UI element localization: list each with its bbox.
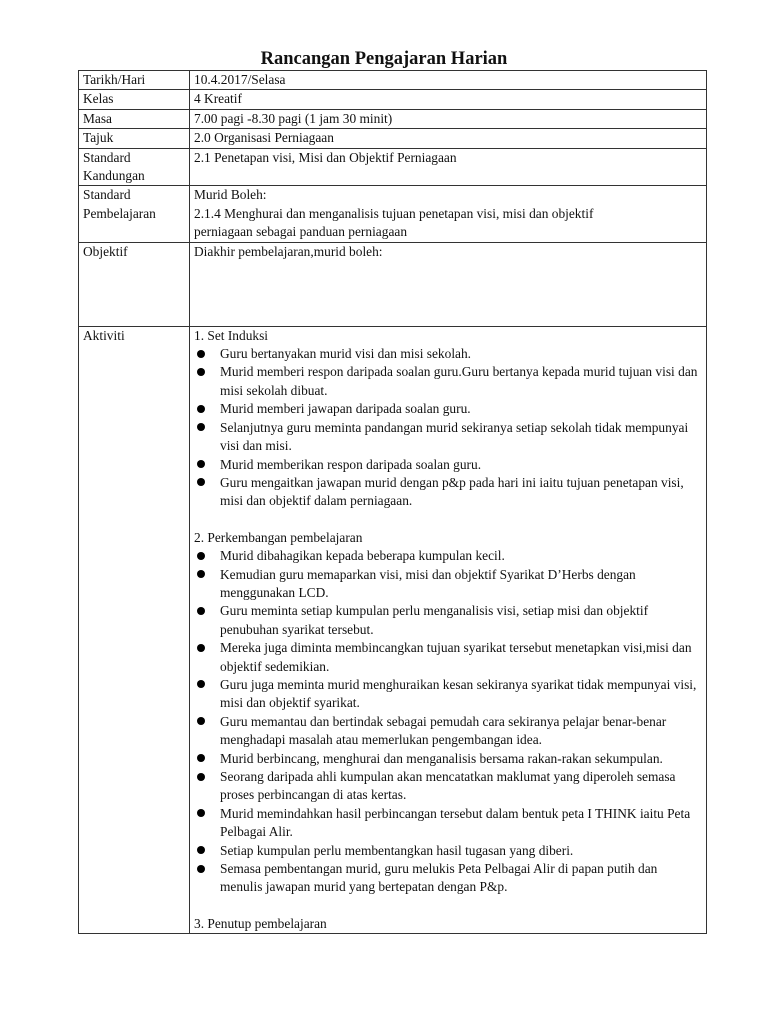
list-item: Guru bertanyakan murid visi dan misi sekolah.	[194, 345, 702, 363]
list-item: Guru memantau dan bertindak sebagai pemudah cara sekiranya pelajar benar-benar menghadapi masalah atau memerlukan pengembangan idea.	[194, 713, 702, 750]
list-item: Murid berbincang, menghurai dan menganalisis bersama rakan-rakan sekumpulan.	[194, 750, 702, 768]
masa-value: 7.00 pagi -8.30 pagi (1 jam 30 minit)	[190, 109, 707, 128]
standard-kandungan-value: 2.1 Penetapan visi, Misi dan Objektif Perniagaan	[190, 148, 707, 186]
objektif-value: Diakhir pembelajaran,murid boleh:	[190, 242, 707, 326]
tajuk-value: 2.0 Organisasi Perniagaan	[190, 129, 707, 148]
tarikh-label: Tarikh/Hari	[79, 71, 190, 90]
standard-pembelajaran-value	[190, 186, 707, 242]
perkembangan-heading: 2. Perkembangan pembelajaran	[194, 529, 363, 545]
list-item: Guru mengaitkan jawapan murid dengan p&p pada hari ini iaitu tujuan penetapan visi, misi dan objektif dalam perniagaan.	[194, 474, 702, 511]
row-kelas	[79, 90, 707, 109]
list-item: Guru juga meminta murid menghuraikan kesan sekiranya syarikat tidak mempunyai visi, misi dan objektif syarikat.	[194, 676, 702, 713]
list-item: Mereka juga diminta membincangkan tujuan syarikat tersebut menetapkan visi,misi dan objektif sedemikian.	[194, 639, 702, 676]
list-item: Murid dibahagikan kepada beberapa kumpulan kecil.	[194, 547, 702, 565]
row-aktiviti	[79, 326, 707, 934]
row-masa	[79, 109, 707, 128]
standard-kandungan-label-line-1: Standard	[83, 149, 131, 165]
tajuk-label: Tajuk	[79, 129, 190, 148]
list-item: Murid memindahkan hasil perbincangan tersebut dalam bentuk peta I THINK iaitu Peta Pelbagai Alir.	[194, 805, 702, 842]
standard-pembelajaran-label-line-1: Standard	[83, 187, 131, 203]
list-item: Murid memberi respon daripada soalan guru.Guru bertanya kepada murid tujuan visi dan misi sekolah dibuat.	[194, 363, 702, 400]
list-item: Seorang daripada ahli kumpulan akan mencatatkan maklumat yang diperoleh semasa proses perbincangan di atas kertas.	[194, 768, 702, 805]
standard-pembelajaran-line-3: perniagaan sebagai panduan perniagaan	[194, 224, 408, 240]
standard-kandungan-label	[79, 148, 190, 186]
list-item: Semasa pembentangan murid, guru melukis Peta Pelbagai Alir di papan putih dan menulis jawapan murid yang bertepatan dengan P&p.	[194, 860, 702, 897]
list-item: Setiap kumpulan perlu membentangkan hasil tugasan yang diberi.	[194, 842, 702, 860]
standard-kandungan-label-line-2: Kandungan	[83, 168, 145, 184]
section-spacer	[194, 511, 702, 529]
standard-pembelajaran-label-line-2: Pembelajaran	[83, 205, 156, 221]
standard-pembelajaran-line-1: Murid Boleh:	[194, 187, 267, 203]
aktiviti-value	[190, 326, 707, 934]
list-item: Murid memberikan respon daripada soalan guru.	[194, 456, 702, 474]
penutup-heading: 3. Penutup pembelajaran	[194, 915, 327, 931]
masa-label: Masa	[79, 109, 190, 128]
row-tajuk	[79, 129, 707, 148]
standard-pembelajaran-line-2: 2.1.4 Menghurai dan menganalisis tujuan penetapan visi, misi dan objektif	[194, 205, 594, 221]
row-standard-pembelajaran	[79, 186, 707, 242]
row-standard-kandungan	[79, 148, 707, 186]
objektif-label: Objektif	[79, 242, 190, 326]
set-induksi-list	[194, 345, 702, 511]
row-tarikh	[79, 71, 707, 90]
page-title: Rancangan Pengajaran Harian	[260, 49, 508, 69]
aktiviti-label: Aktiviti	[79, 326, 190, 934]
list-item: Guru meminta setiap kumpulan perlu menganalisis visi, setiap misi dan objektif penubuhan syarikat tersebut.	[194, 602, 702, 639]
list-item: Murid memberi jawapan daripada soalan guru.	[194, 400, 702, 418]
standard-pembelajaran-label	[79, 186, 190, 242]
row-objektif	[79, 242, 707, 326]
lesson-plan-table	[78, 70, 707, 934]
list-item: Kemudian guru memaparkan visi, misi dan objektif Syarikat D’Herbs dengan menggunakan LCD.	[194, 566, 702, 603]
tarikh-value: 10.4.2017/Selasa	[190, 71, 707, 90]
kelas-value: 4 Kreatif	[190, 90, 707, 109]
list-item: Selanjutnya guru meminta pandangan murid sekiranya setiap sekolah tidak mempunyai visi dan misi.	[194, 419, 702, 456]
kelas-label: Kelas	[79, 90, 190, 109]
set-induksi-heading: 1. Set Induksi	[194, 327, 269, 343]
section-spacer	[194, 897, 702, 915]
perkembangan-list	[194, 547, 702, 897]
